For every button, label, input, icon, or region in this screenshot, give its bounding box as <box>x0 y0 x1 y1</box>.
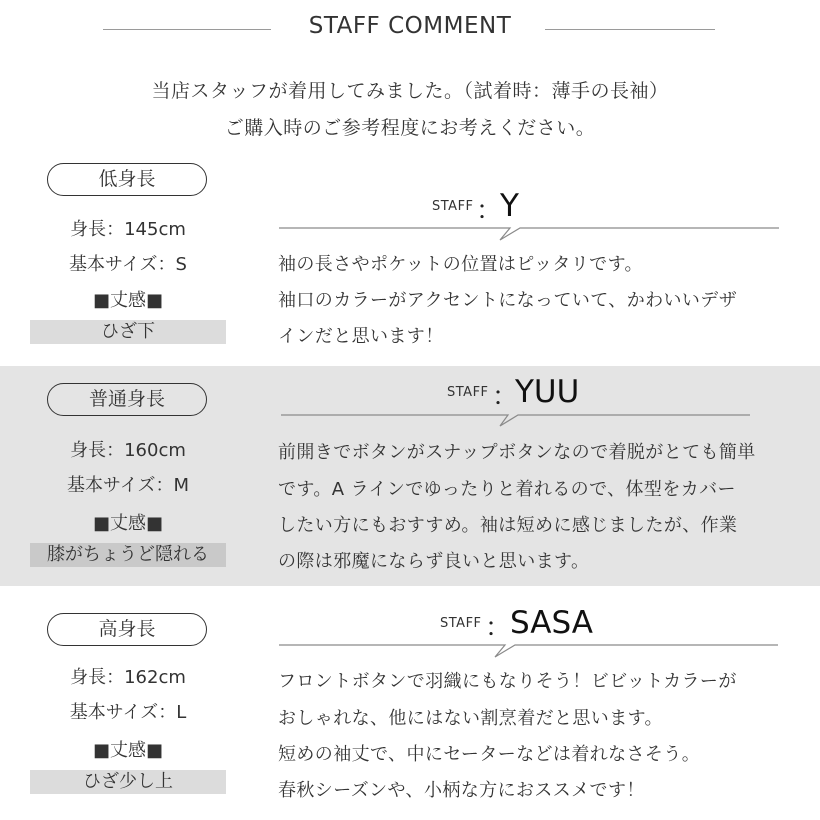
staff-colon: ： <box>476 196 503 226</box>
speech-tail-line <box>0 407 820 437</box>
staff-label: STAFF <box>440 616 482 631</box>
fit-value: 膝がちょうど隠れる <box>30 543 226 567</box>
comment-line: 袖の長さやポケットの位置はピッタリです。 <box>278 254 643 275</box>
height-category-badge: 低身長 <box>47 163 207 196</box>
comment-line: フロントボタンで羽織にもなりそう！ビビットカラーが <box>278 671 737 692</box>
fit-label: ■丈感■ <box>92 740 163 761</box>
staff-size: 基本サイズ：S <box>69 254 187 275</box>
comment-line: の際は邪魔にならず良いと思います。 <box>278 551 590 572</box>
speech-tail-line <box>0 220 820 250</box>
intro-line-1: 当店スタッフが着用してみました。（試着時：薄手の長袖） <box>151 80 669 102</box>
comment-line: 短めの袖丈で、中にセーターなどは着れなさそう。 <box>278 744 701 765</box>
height-category-badge: 高身長 <box>47 613 207 646</box>
header-rule-right <box>545 29 715 30</box>
staff-section-tall <box>0 587 820 820</box>
comment-line: したい方にもおすすめ。袖は短めに感じましたが、作業 <box>278 515 738 536</box>
fit-label: ■丈感■ <box>92 513 163 534</box>
fit-value: ひざ少し上 <box>30 770 226 794</box>
speech-tail-line <box>0 637 820 667</box>
staff-colon: ： <box>492 382 519 412</box>
staff-size: 基本サイズ：M <box>66 475 190 496</box>
staff-name: Y <box>500 188 519 224</box>
comment-line: インだと思います！ <box>278 326 444 347</box>
staff-height: 身長：145cm <box>70 219 186 240</box>
comment-line: 袖口のカラーがアクセントになっていて、かわいいデザ <box>278 290 738 311</box>
staff-height: 身長：162cm <box>70 667 186 688</box>
intro-line-2: ご購入時のご参考程度にお考えください。 <box>224 117 596 139</box>
comment-line: 前開きでボタンがスナップボタンなので着脱がとても簡単 <box>278 442 756 463</box>
page-title: STAFF COMMENT <box>308 13 512 39</box>
staff-section-short <box>0 150 820 365</box>
fit-label: ■丈感■ <box>92 290 163 311</box>
staff-size: 基本サイズ：L <box>69 702 187 723</box>
staff-section-average <box>0 366 820 586</box>
comment-line: 春秋シーズンや、小柄な方におススメです！ <box>278 780 645 801</box>
staff-name: YUU <box>515 374 580 410</box>
comment-line: です。A ラインでゆったりと着れるので、体型をカバー <box>278 479 736 500</box>
staff-name: SASA <box>510 605 593 641</box>
staff-label: STAFF <box>432 199 474 214</box>
height-category-badge: 普通身長 <box>47 383 207 416</box>
comment-line: おしゃれな、他にはない割烹着だと思います。 <box>278 708 663 729</box>
staff-colon: ： <box>485 613 512 643</box>
fit-value: ひざ下 <box>30 320 226 344</box>
staff-label: STAFF <box>447 385 489 400</box>
staff-height: 身長：160cm <box>70 440 186 461</box>
